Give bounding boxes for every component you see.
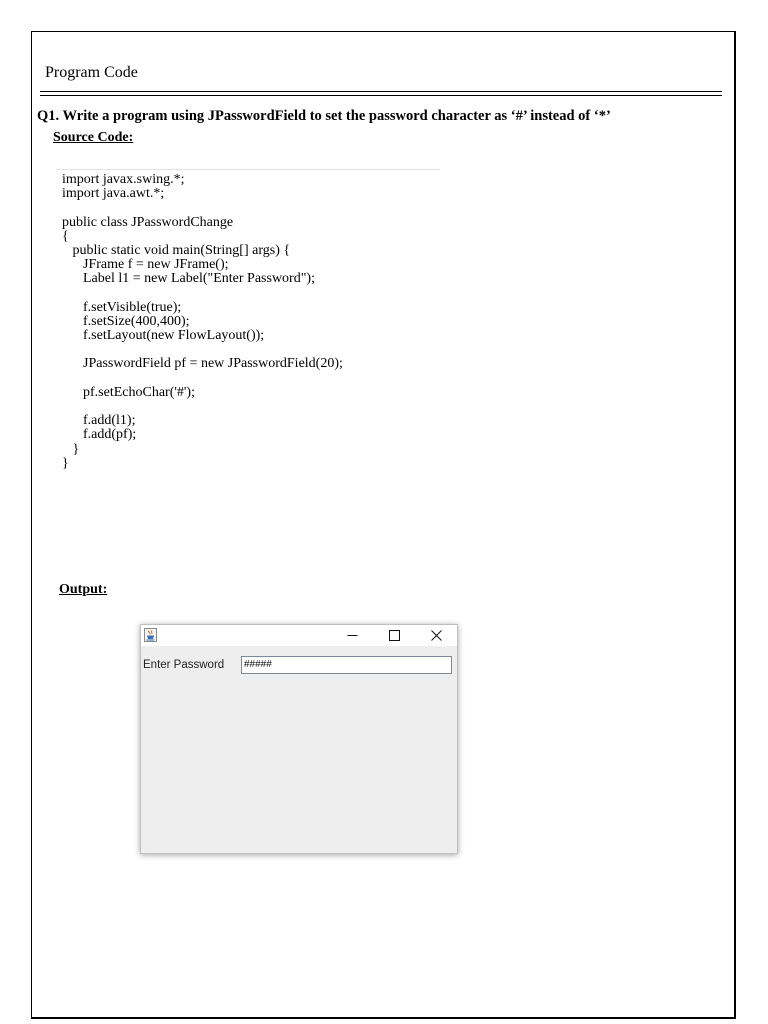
code-line: }	[62, 441, 80, 457]
maximize-icon	[389, 630, 400, 641]
code-line	[62, 400, 343, 414]
window-title-bar[interactable]	[141, 625, 457, 646]
enter-password-label: Enter Password	[143, 659, 225, 671]
section-title: Program Code	[45, 64, 138, 81]
code-line: pf.setEchoChar('#');	[62, 384, 195, 400]
source-code-block	[62, 173, 343, 471]
code-line: JFrame f = new JFrame();	[62, 257, 229, 273]
title-rule-bottom	[40, 95, 722, 96]
question-text: Q1. Write a program using JPasswordField to set the password character as ‘#’ instead of ‘*’	[37, 108, 611, 124]
code-line: f.add(l1);	[62, 413, 136, 429]
code-line: f.setSize(400,400);	[62, 313, 190, 329]
title-rule-top	[40, 91, 722, 92]
code-line: f.add(pf);	[62, 427, 137, 443]
minimize-icon	[347, 630, 358, 641]
minimize-button[interactable]	[332, 625, 372, 646]
code-line	[62, 287, 343, 301]
code-line: f.setLayout(new FlowLayout());	[62, 328, 265, 344]
output-heading: Output:	[59, 582, 108, 597]
code-line	[62, 201, 343, 215]
code-line: }	[62, 455, 69, 471]
code-line	[62, 372, 343, 386]
maximize-button[interactable]	[374, 625, 414, 646]
code-line: Label l1 = new Label("Enter Password");	[62, 271, 315, 287]
code-line	[62, 343, 343, 357]
close-button[interactable]	[416, 625, 456, 646]
java-cup-icon	[144, 628, 157, 642]
close-icon	[431, 630, 442, 641]
code-line: public class JPasswordChange	[62, 214, 234, 230]
code-line: f.setVisible(true);	[62, 299, 182, 315]
code-line: JPasswordField pf = new JPasswordField(20);	[62, 356, 343, 372]
password-field[interactable]: #####	[241, 656, 452, 674]
java-output-window	[140, 624, 458, 854]
code-line: import javax.swing.*;	[62, 172, 185, 187]
source-code-heading: Source Code:	[53, 130, 134, 145]
code-divider	[56, 169, 440, 170]
code-line: {	[62, 228, 69, 244]
code-line: import java.awt.*;	[62, 186, 165, 202]
code-line: public static void main(String[] args) {	[62, 242, 291, 258]
